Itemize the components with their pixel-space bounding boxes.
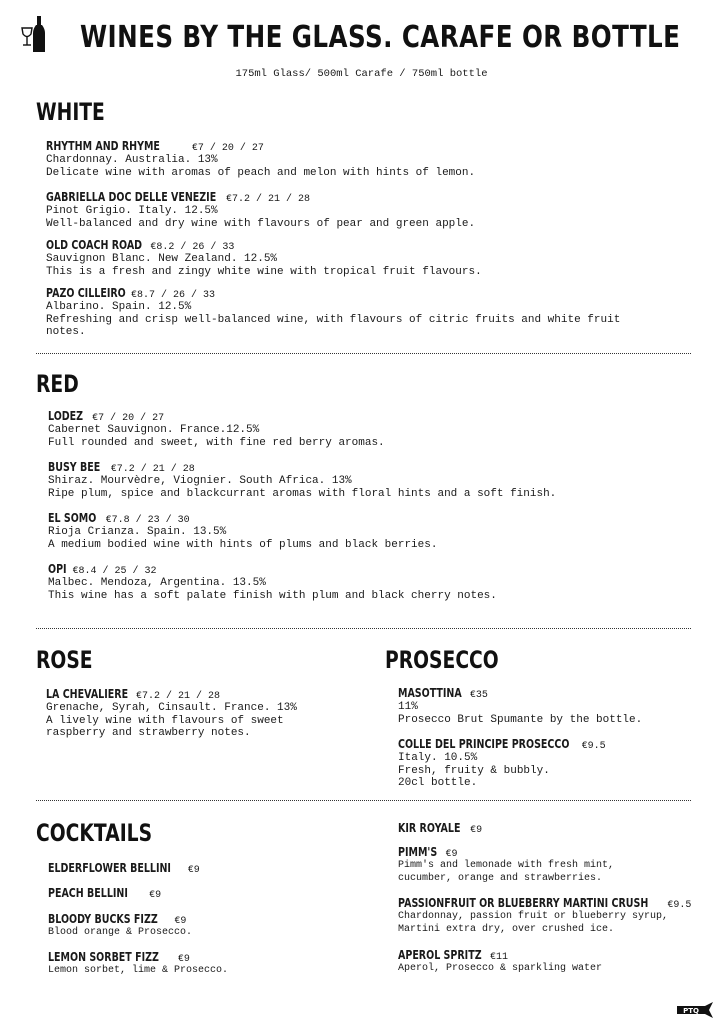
cocktail-price: €9 xyxy=(149,890,162,901)
wine-bottle-glass-icon xyxy=(20,14,48,56)
cocktail-name: LEMON SORBET FIZZ xyxy=(48,949,159,964)
cocktail-description: Lemon sorbet, lime & Prosecco. xyxy=(48,965,229,976)
wine-description: Ripe plum, spice and blackcurrant aromas with floral hints and a soft finish. xyxy=(48,487,557,500)
wine-item-masottina xyxy=(398,684,642,726)
wine-abv: 11% xyxy=(398,701,418,713)
wine-description-cont: raspberry and strawberry notes. xyxy=(46,727,251,739)
wine-price: €8.2 / 26 / 33 xyxy=(150,242,235,253)
wine-grape-origin: Shiraz. Mourvèdre, Viognier. South Africa. 13% xyxy=(48,475,352,487)
wine-item-gabriella xyxy=(46,188,475,230)
cocktail-item-pimms xyxy=(398,843,614,885)
wine-price: €8.4 / 25 / 32 xyxy=(72,566,157,577)
wine-description: A lively wine with flavours of sweet xyxy=(46,714,284,727)
wine-description: A medium bodied wine with hints of plums and black berries. xyxy=(48,538,438,551)
wine-grape-origin: Malbec. Mendoza, Argentina. 13.5% xyxy=(48,577,266,589)
section-title-white: WHITE xyxy=(36,98,105,126)
section-title-prosecco: PROSECCO xyxy=(385,646,499,674)
wine-item-busy-bee xyxy=(48,458,556,500)
wine-price: €7.2 / 21 / 28 xyxy=(110,464,195,475)
wine-price: €7.8 / 23 / 30 xyxy=(105,515,190,526)
wine-name: OPI xyxy=(48,561,67,576)
wine-price: €7.2 / 21 / 28 xyxy=(135,691,220,702)
cocktail-item-kir-royale xyxy=(398,819,482,836)
cocktail-description: Chardonnay, passion fruit or blueberry syrup, xyxy=(398,911,669,922)
page-title: WINES BY THE GLASS. CARAFE OR BOTTLE xyxy=(80,20,681,55)
wine-item-pazo-cilleiro xyxy=(46,284,620,339)
cocktail-price: €9.5 xyxy=(667,900,692,911)
cocktail-item-lemon-sorbet-fizz xyxy=(48,948,228,978)
wine-price: €9.5 xyxy=(581,741,606,752)
section-divider xyxy=(36,800,691,801)
wine-grape-origin: Chardonnay. Australia. 13% xyxy=(46,154,218,166)
wine-item-la-chevaliere xyxy=(46,685,297,740)
wine-name: EL SOMO xyxy=(48,510,97,525)
wine-name: RHYTHM AND RHYME xyxy=(46,138,160,153)
wine-name: PAZO CILLEIRO xyxy=(46,285,126,300)
section-title-red: RED xyxy=(36,370,79,398)
cocktail-name: KIR ROYALE xyxy=(398,820,461,835)
section-title-cocktails: COCKTAILS xyxy=(36,819,153,847)
section-divider xyxy=(36,628,691,629)
cocktail-name: BLOODY BUCKS FIZZ xyxy=(48,911,158,926)
wine-price: €7 / 20 / 27 xyxy=(92,413,165,424)
cocktail-item-peach-bellini xyxy=(48,884,161,901)
cocktail-price: €9 xyxy=(445,849,458,860)
wine-item-colle-del-principe xyxy=(398,735,606,790)
wine-price: €7 / 20 / 27 xyxy=(191,143,264,154)
cocktail-price: €9 xyxy=(174,916,187,927)
cocktail-name: ELDERFLOWER BELLINI xyxy=(48,860,171,875)
wine-item-rhythm-and-rhyme xyxy=(46,137,475,179)
cocktail-price: €9 xyxy=(470,825,483,836)
ptq-logo-icon xyxy=(675,1000,715,1020)
wine-description: Prosecco Brut Spumante by the bottle. xyxy=(398,713,643,726)
section-divider xyxy=(36,353,691,354)
section-title-rose: ROSE xyxy=(36,646,93,674)
cocktail-name: PASSIONFRUIT OR BLUEBERRY MARTINI CRUSH xyxy=(398,895,649,910)
wine-grape-origin: Rioja Crianza. Spain. 13.5% xyxy=(48,526,227,538)
cocktail-description: Aperol, Prosecco & sparkling water xyxy=(398,963,603,974)
wine-description: Well-balanced and dry wine with flavours of pear and green apple. xyxy=(46,217,476,230)
wine-name: LA CHEVALIERE xyxy=(46,686,129,701)
cocktail-description: Pimm's and lemonade with fresh mint, xyxy=(398,860,615,871)
wine-price: €35 xyxy=(469,690,488,701)
wine-name: BUSY BEE xyxy=(48,459,101,474)
wine-item-lodez xyxy=(48,407,385,449)
wine-grape-origin: Albarino. Spain. 12.5% xyxy=(46,301,192,313)
wine-item-old-coach-road xyxy=(46,236,482,278)
wine-item-el-somo xyxy=(48,509,437,551)
cocktail-name: PEACH BELLINI xyxy=(48,885,128,900)
ptq-logo-text: PTQ xyxy=(683,1007,699,1015)
wine-description: This wine has a soft palate finish with plum and black cherry notes. xyxy=(48,589,497,602)
wine-grape-origin: Pinot Grigio. Italy. 12.5% xyxy=(46,205,218,217)
wine-origin: Italy. 10.5% xyxy=(398,752,478,764)
wine-description: Refreshing and crisp well-balanced wine, with flavours of citric fruits and white fruit xyxy=(46,313,621,326)
cocktail-description: Blood orange & Prosecco. xyxy=(48,927,193,938)
wine-grape-origin: Cabernet Sauvignon. France.12.5% xyxy=(48,424,260,436)
wine-name: MASOTTINA xyxy=(398,685,462,700)
cocktail-item-passionfruit-martini xyxy=(398,894,691,936)
wine-name: LODEZ xyxy=(48,408,84,423)
wine-grape-origin: Grenache, Syrah, Cinsault. France. 13% xyxy=(46,702,297,714)
cocktail-description-cont: Martini extra dry, over crushed ice. xyxy=(398,923,615,935)
wine-description: Delicate wine with aromas of peach and melon with hints of lemon. xyxy=(46,166,476,179)
wine-name: GABRIELLA DOC DELLE VENEZIE xyxy=(46,189,217,204)
cocktail-price: €11 xyxy=(489,952,508,963)
wine-description-cont: notes. xyxy=(46,326,86,338)
wine-size: 20cl bottle. xyxy=(398,777,478,789)
wine-name: OLD COACH ROAD xyxy=(46,237,143,252)
cocktail-price: €9 xyxy=(177,954,190,965)
wine-item-opi xyxy=(48,560,497,602)
wine-price: €8.7 / 26 / 33 xyxy=(130,290,215,301)
cocktail-price: €9 xyxy=(187,865,200,876)
cocktail-name: APEROL SPRITZ xyxy=(398,947,482,962)
cocktail-item-bloody-bucks-fizz xyxy=(48,910,192,940)
wine-grape-origin: Sauvignon Blanc. New Zealand. 12.5% xyxy=(46,253,278,265)
wine-name: COLLE DEL PRINCIPE PROSECCO xyxy=(398,736,570,751)
cocktail-item-aperol-spritz xyxy=(398,946,602,976)
wine-description: This is a fresh and zingy white wine with tropical fruit flavours. xyxy=(46,265,482,278)
cocktail-item-elderflower-bellini xyxy=(48,859,200,876)
cocktail-name: PIMM'S xyxy=(398,844,438,859)
serving-sizes-subtitle: 175ml Glass/ 500ml Carafe / 750ml bottle xyxy=(235,68,488,80)
cocktail-description-cont: cucumber, orange and strawberries. xyxy=(398,872,603,884)
wine-description: Fresh, fruity & bubbly. xyxy=(398,764,550,777)
wine-price: €7.2 / 21 / 28 xyxy=(225,194,310,205)
wine-description: Full rounded and sweet, with fine red berry aromas. xyxy=(48,436,385,449)
